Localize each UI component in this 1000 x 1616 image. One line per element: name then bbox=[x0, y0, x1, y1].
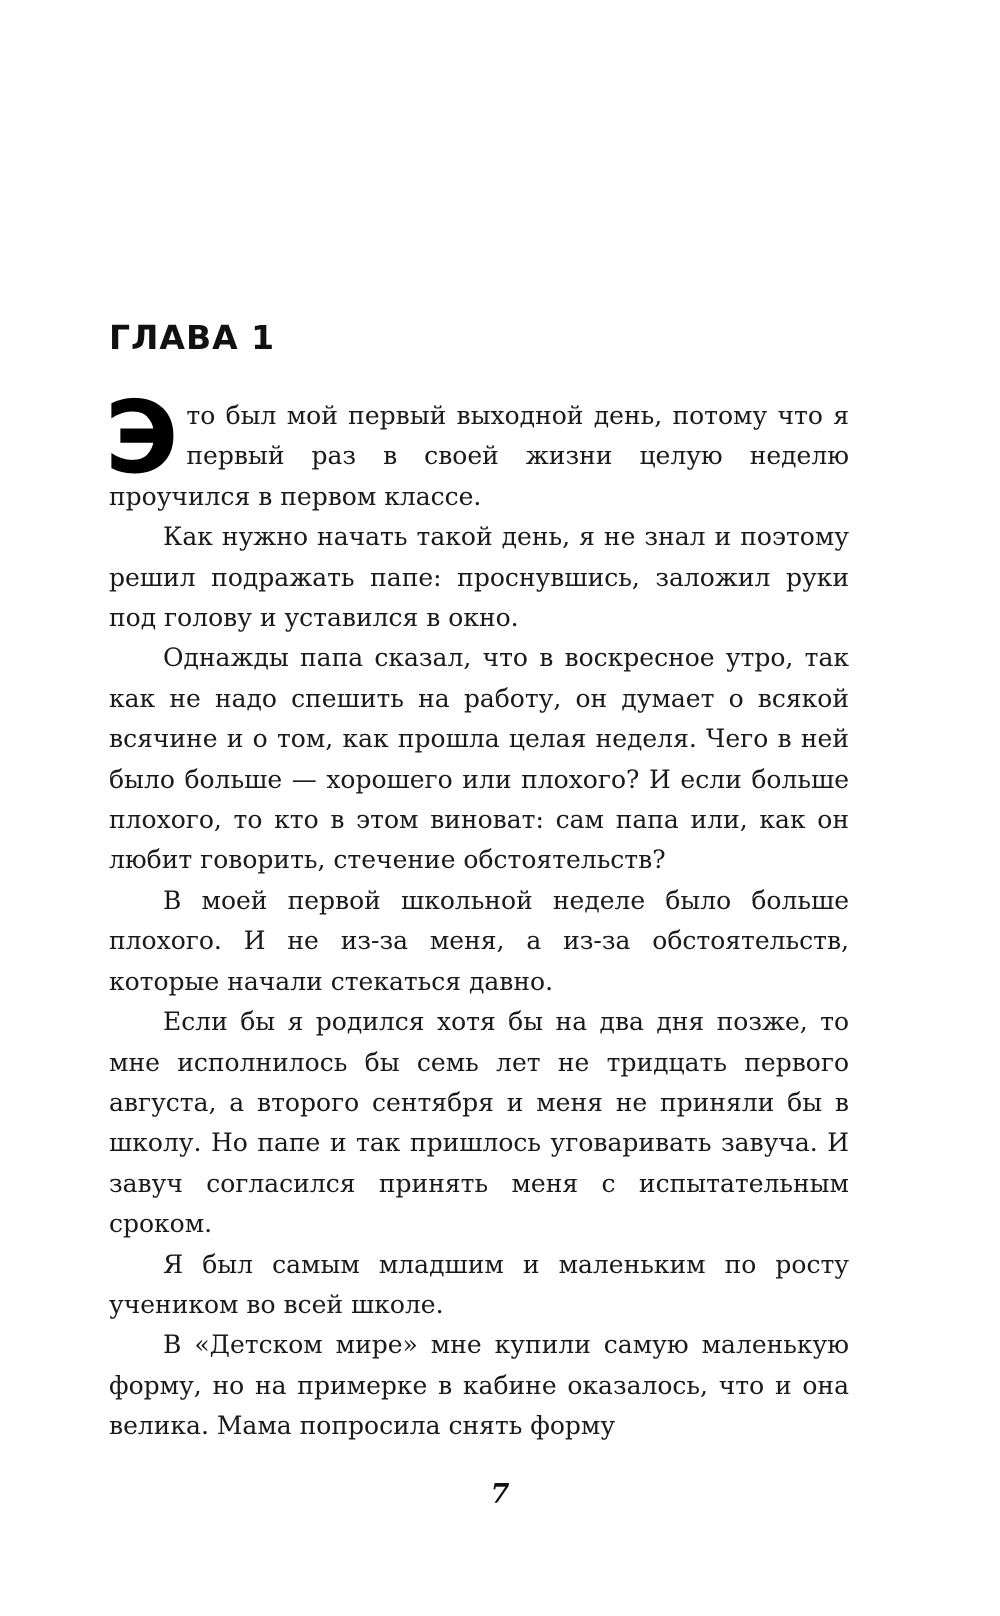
paragraph: Как нужно начать такой день, я не знал и поэтому решил подражать папе: проснувшись, заложил руки под голову и уставился в окно. bbox=[109, 522, 849, 633]
first-paragraph bbox=[105, 379, 849, 517]
paragraph: В «Детском мире» мне купили самую маленькую форму, но на примерке в кабине оказалось, что и она велика. Мама попросила снять форму bbox=[109, 1330, 849, 1441]
paragraph: Однажды папа сказал, что в воскресное утро, так как не надо спешить на работу, он думает о всякой всячине и о том, как прошла целая неделя. Чего в ней было больше — хорошего или плохого? И если больше плохого, то кто в этом виноват: сам папа или, как он любит говорить, стечение обстоятельств? bbox=[109, 643, 849, 875]
paragraph: Я был самым младшим и маленьким по росту учеником во всей школе. bbox=[109, 1249, 849, 1319]
chapter-body bbox=[105, 379, 849, 1447]
drop-cap: Э bbox=[105, 379, 179, 496]
first-paragraph-text: то был мой первый выходной день, потому что я первый раз в своей жизни целую неделю проучился в первом классе. bbox=[109, 401, 849, 511]
chapter-title: ГЛАВА 1 bbox=[109, 318, 276, 357]
page-number: 7 bbox=[490, 1479, 510, 1510]
paragraph: В моей первой школьной неделе было больше плохого. И не из-за меня, а из-за обстоятельств, которые начали стекаться давно. bbox=[109, 885, 849, 996]
paragraph: Если бы я родился хотя бы на два дня позже, то мне исполнилось бы семь лет не тридцать первого августа, а второго сентября и меня не приняли бы в школу. Но папе и так пришлось уговаривать завуча. И завуч согласился принять меня с испытательным сроком. bbox=[109, 1007, 849, 1239]
